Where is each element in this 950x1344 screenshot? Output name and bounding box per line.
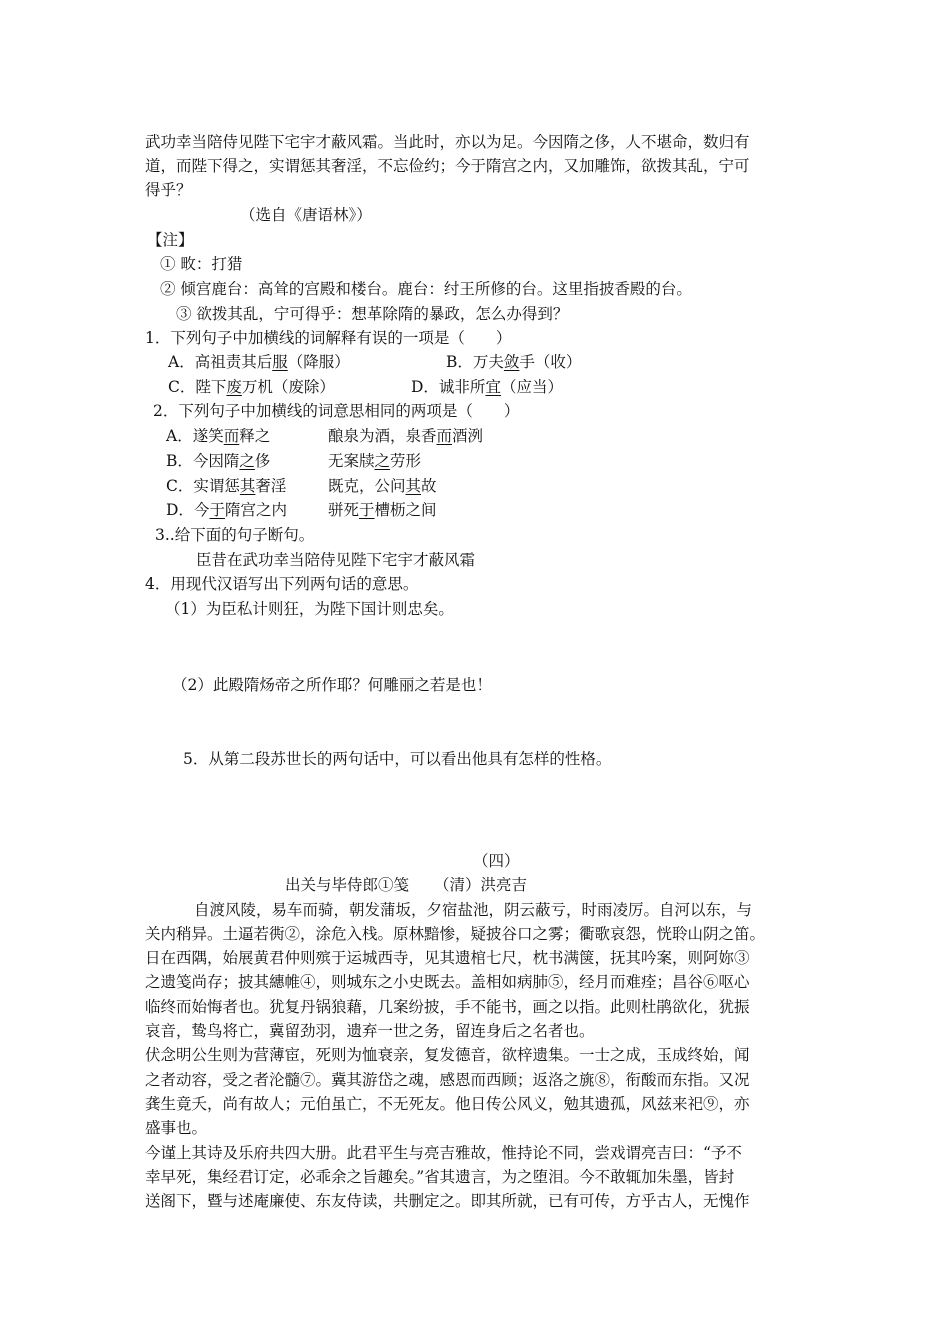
section-paragraph-line: 之者动容，受之者沦髓⑦。冀其游岱之魂，感恩而西顾；返洛之旐⑧，衔酸而东指。又况 [145, 1071, 750, 1089]
q2-option-d-left: D．今于隋宫之内 [166, 501, 287, 519]
q2-option-c-left: C．实谓惩其奢淫 [166, 477, 287, 495]
q3-sentence: 臣昔在武功幸当陪侍见陛下宅宇才蔽风霜 [196, 551, 476, 569]
q2-option-a-left: A．遂笑而释之 [166, 427, 271, 445]
section-paragraph-line: 幸早死，集经君订定，必乖余之旨趣矣。”省其遗言，为之堕泪。今不敢辄加朱墨，皆封 [145, 1168, 735, 1186]
note-item: ① 畋：打猎 [160, 255, 243, 273]
notes-header: 【注】 [147, 231, 194, 249]
section-paragraph-line: 临终而始悔者也。犹复丹锅狼藉，几案纷披，手不能书，画之以指。此则杜鹃欲化，犹振 [145, 998, 750, 1016]
passage-line: 得乎？ [145, 181, 192, 199]
question-2-stem: 2．下列句子中加横线的词意思相同的两项是（ ） [153, 402, 520, 420]
section-paragraph-line: 今谨上其诗及乐府共四大册。此君平生与亮吉雅故，惟持论不同，尝戏谓亮吉曰：“予不 [145, 1144, 742, 1162]
note-item: ③ 欲拨其乱，宁可得乎：想革除隋的暴政，怎么办得到？ [176, 305, 569, 323]
q4-sentence-2: （2）此殿隋炀帝之所作耶？何雕丽之若是也！ [172, 676, 492, 694]
q2-option-b-left: B．今因隋之侈 [166, 452, 271, 470]
note-item: ② 倾宫鹿台：高耸的宫殿和楼台。鹿台：纣王所修的台。这里指披香殿的台。 [160, 280, 692, 298]
section-author: （清）洪亮吉 [434, 876, 528, 894]
underlined-word: 其 [405, 477, 422, 495]
question-4-stem: 4．用现代汉语写出下列两句话的意思。 [145, 575, 419, 593]
passage-line: 道，而陛下得之，实谓惩其奢淫，不忘俭约；今于隋宫之内，又加雕饰，欲拨其乱，宁可 [145, 157, 750, 175]
question-1-stem: 1．下列句子中加横线的词解释有误的一项是（ ） [145, 329, 512, 347]
underlined-word: 宜 [485, 378, 501, 396]
underlined-word: 之 [374, 452, 391, 470]
underlined-word: 敛 [503, 353, 520, 371]
underlined-word: 之 [239, 452, 255, 470]
section-title: 出关与毕侍郎①笺 [285, 876, 410, 894]
underlined-word: 而 [223, 427, 240, 445]
underlined-word: 服 [272, 353, 288, 371]
section-paragraph-line: 龚生竟夭，尚有故人；元伯虽亡，不无死友。他日传公风义，勉其遗孤，风兹来祀⑨，亦 [145, 1095, 750, 1113]
section-paragraph-line: 之遗笺尚存；披其繐帷④，则城东之小史既去。盖相如病肺⑤，经月而难痊；昌谷⑥呕心 [145, 973, 750, 991]
q2-option-d-right: 骈死于槽枥之间 [328, 501, 437, 519]
underlined-word: 于 [209, 501, 225, 519]
section-paragraph-line: 送阁下，暨与述庵廉使、东友侍读，共删定之。即其所就，已有可传，方乎古人，无愧作 [145, 1192, 750, 1210]
underlined-word: 废 [226, 378, 242, 396]
section-paragraph-line: 伏念明公生则为营薄宦，死则为恤衰亲，复发德音，欲梓遗集。一士之成，玉成终始，闻 [145, 1046, 750, 1064]
underlined-word: 而 [436, 427, 453, 445]
section-paragraph-line: 关内稍异。土逼若衖②，涂危入栈。原林黯惨，疑披谷口之雾；衢歌哀怨，恍聆山阴之笛。 [145, 925, 766, 943]
question-5-stem: 5．从第二段苏世长的两句话中，可以看出他具有怎样的性格。 [183, 750, 612, 768]
section-paragraph-line: 自渡风陵，易车而骑，朝发蒲坂，夕宿盐池，阴云蔽亏，时雨凌厉。自河以东，与 [194, 901, 753, 919]
q1-option-d: D．诚非所宜（应当） [411, 378, 563, 396]
section-number: （四） [473, 852, 520, 870]
q4-sentence-1: （1）为臣私计则狂，为陛下国计则忠矣。 [165, 600, 454, 618]
q2-option-c-right: 既克，公问其故 [328, 477, 437, 495]
q2-option-a-right: 酿泉为酒，泉香而酒洌 [328, 427, 484, 445]
q1-option-b: B．万夫敛手（收） [446, 353, 582, 371]
q1-option-a: A．高祖责其后服（降服） [168, 353, 350, 371]
underlined-word: 于 [359, 501, 375, 519]
passage-source: （选自《唐语林》） [240, 206, 372, 224]
section-paragraph-line: 盛事也。 [145, 1119, 208, 1137]
section-paragraph-line: 日在西隅，始展黄君仲则殡于运城西寺，见其遗棺七尺，枕书满箧，抚其吟案，则阿妳③ [145, 949, 750, 967]
q1-option-c: C．陛下废万机（废除） [168, 378, 335, 396]
underlined-word: 其 [239, 477, 256, 495]
question-3-stem: 3..给下面的句子断句。 [155, 526, 315, 544]
q2-option-b-right: 无案牍之劳形 [328, 452, 422, 470]
section-paragraph-line: 哀音，鸷鸟将亡，冀留劲羽，遗弃一世之务，留连身后之名者也。 [145, 1022, 595, 1040]
passage-line: 武功幸当陪侍见陛下宅宇才蔽风霜。当此时，亦以为足。今因隋之侈，人不堪命，数归有 [145, 133, 750, 151]
